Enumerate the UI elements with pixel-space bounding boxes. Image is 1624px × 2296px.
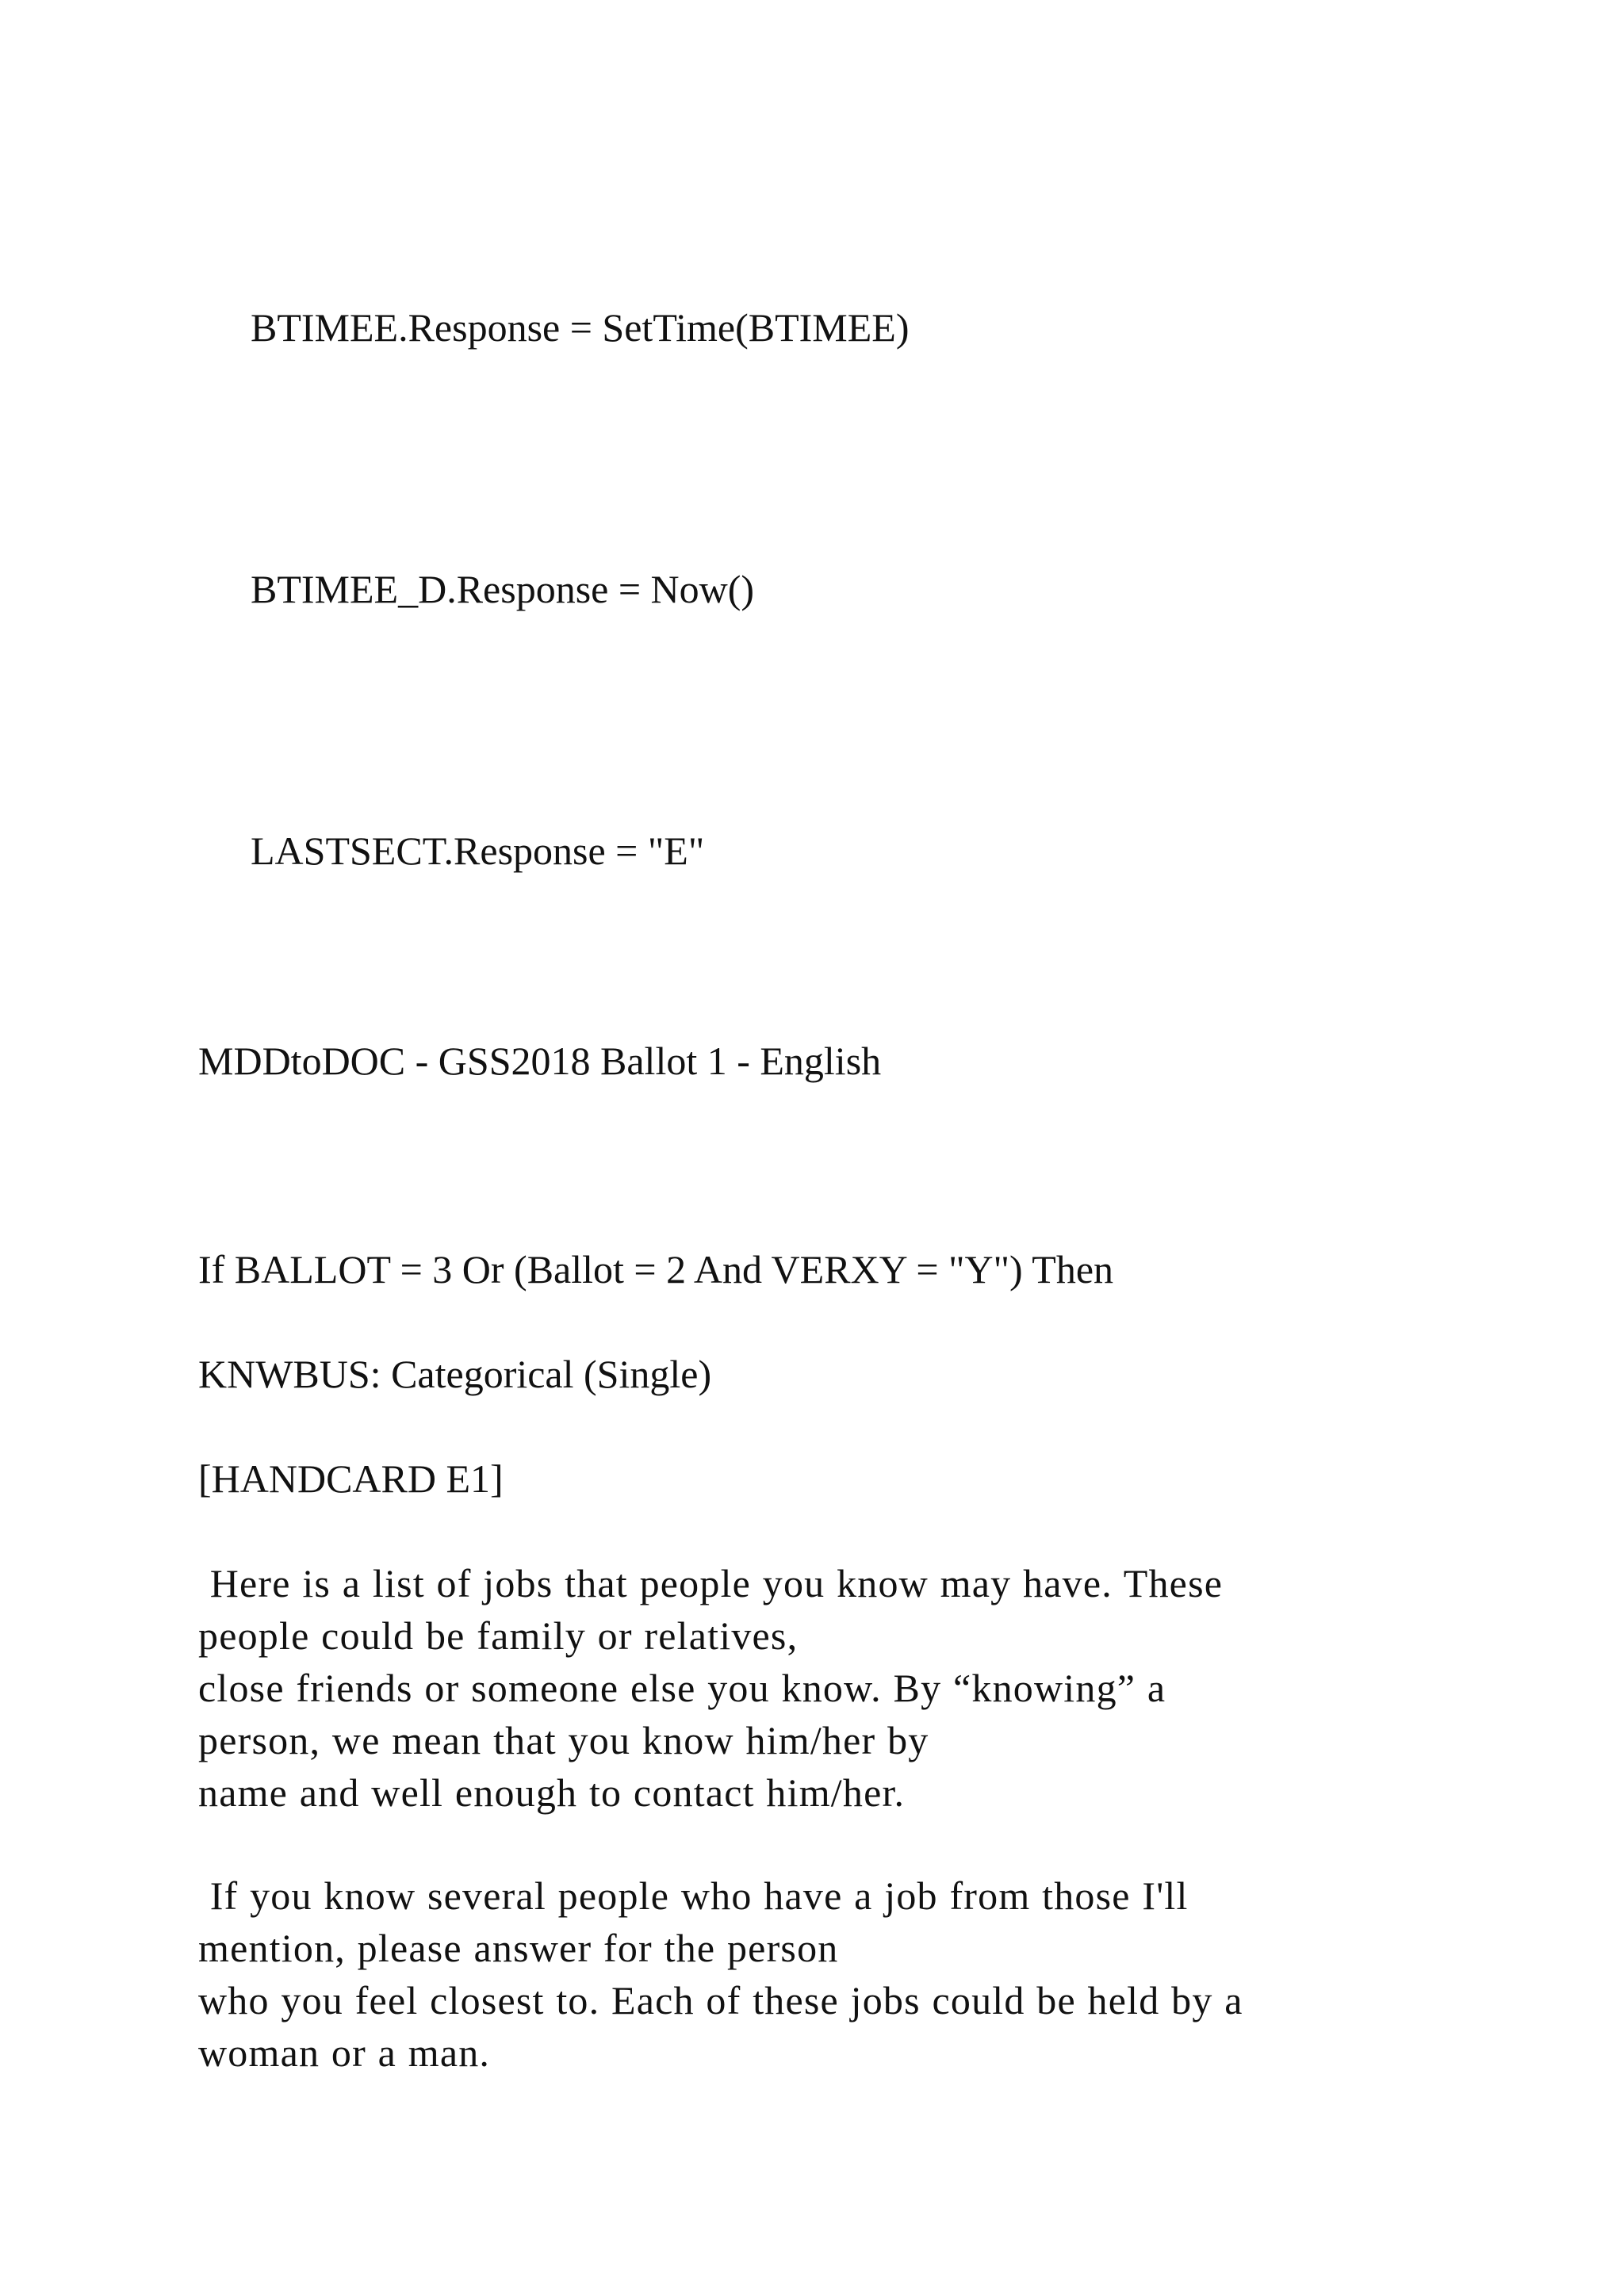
ballot-condition: If BALLOT = 3 Or (Ballot = 2 And VERXY = "Y") Then [198,1247,1114,1292]
paragraph-line: woman or a man. [198,2030,491,2075]
question-id: KNWBUS: Categorical (Single) [198,1352,712,1396]
handcard-label: [HANDCARD E1] [198,1456,504,1501]
paragraph-line: mention, please answer for the person [198,1926,839,1970]
paragraph-line: people could be family or relatives, [198,1613,799,1658]
question-paragraph-2 [198,1869,1243,2079]
question-paragraph-1 [198,1557,1223,1819]
paragraph-line: who you feel closest to. Each of these jobs could be held by a [198,1978,1243,2022]
paragraph-line: Here is a list of jobs that people you know may have. These [198,1561,1224,1605]
paragraph-line: name and well enough to contact him/her. [198,1770,906,1815]
paragraph-line: close friends or someone else you know. By “knowing” a [198,1666,1166,1710]
code-line-btimee-d: BTIMEE_D.Response = Now() [251,567,755,611]
paragraph-line: person, we mean that you know him/her by [198,1718,929,1762]
document-title: MDDtoDOC - GSS2018 Ballot 1 - English [198,1039,882,1083]
code-line-lastsect: LASTSECT.Response = "E" [251,828,705,873]
paragraph-line: If you know several people who have a job from those I'll [198,1873,1189,1918]
code-line-btimee: BTIMEE.Response = SetTime(BTIMEE) [251,305,910,350]
